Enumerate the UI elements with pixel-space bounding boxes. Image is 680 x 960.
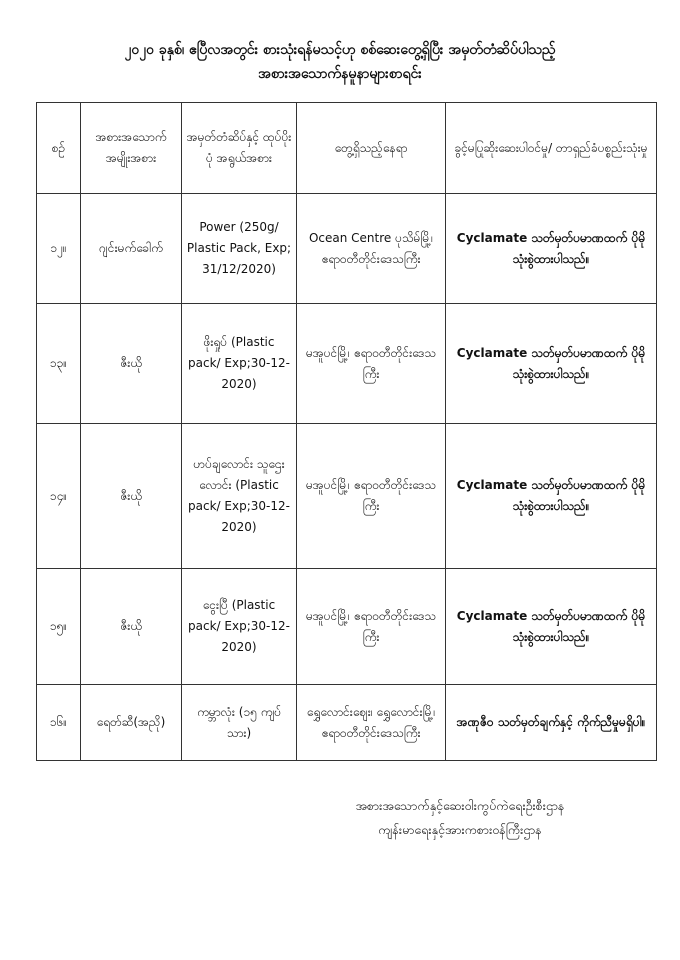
cell-number: ၁၅။ — [37, 569, 81, 685]
title-line-2: အစားအသောက်နမူနာများစာရင်း — [258, 66, 422, 82]
cell-brand-package: ဟပ်ချလောင်း သူဌေးလောင်း (Plastic pack/ Exp;30-12-2020) — [182, 424, 297, 569]
cell-location: Ocean Centre ပုသိမ်မြို့၊ ဧရာဝတီတိုင်းဒေသကြီး — [297, 194, 446, 304]
cell-number: ၁၆။ — [37, 685, 81, 761]
header-number: စဉ် — [37, 103, 81, 194]
cell-brand-package: ငွေးပြီ (Plastic pack/ Exp;30-12-2020) — [182, 569, 297, 685]
cell-food-type: ဇီးယို — [81, 569, 182, 685]
cell-brand-package: ဖိုးရှုပ် (Plastic pack/ Exp;30-12-2020) — [182, 304, 297, 424]
table-row — [37, 569, 657, 685]
cell-number: ၁၂။ — [37, 194, 81, 304]
cell-remark: Cyclamate သတ်မှတ်ပမာဏထက် ပိုမိုသုံးစွဲထားပါသည်။ — [446, 424, 657, 569]
cell-location: မအူပင်မြို့၊ ဧရာဝတီတိုင်းဒေသကြီး — [297, 304, 446, 424]
cell-food-type: ဂျင်းမက်ခေါက် — [81, 194, 182, 304]
cell-food-type: ဇီးယို — [81, 424, 182, 569]
cell-remark: Cyclamate သတ်မှတ်ပမာဏထက် ပိုမိုသုံးစွဲထားပါသည်။ — [446, 304, 657, 424]
title-line-1: ၂၀၂၀ ခုနှစ်၊ ဧပြီလအတွင်း စားသုံးရန်မသင့်ဟု စစ်ဆေးတွေ့ရှိပြီး အမှတ်တံဆိပ်ပါသည့် — [124, 42, 556, 58]
issuing-department — [300, 794, 620, 842]
cell-number: ၁၃။ — [37, 304, 81, 424]
ministry-health: ကျန်းမာရေးနှင့်အားကစားဝန်ကြီးဌာန — [378, 822, 542, 837]
cell-remark: Cyclamate သတ်မှတ်ပမာဏထက် ပိုမိုသုံးစွဲထားပါသည်။ — [446, 194, 657, 304]
cell-location: ရွှေလောင်းဈေး၊ ရွှေလောင်းမြို့၊ ဧရာဝတီတိုင်းဒေသကြီး — [297, 685, 446, 761]
cell-brand-package: ကမ္ဘာလုံး (၁၅ ကျပ်သား) — [182, 685, 297, 761]
cell-remark: အဏုဇီဝ သတ်မှတ်ချက်နှင့် ကိုက်ညီမှုမရှိပါ။ — [446, 685, 657, 761]
header-brand-package: အမှတ်တံဆိပ်နှင့် ထုပ်ပိုးပုံ အရွယ်အစား — [182, 103, 297, 194]
cell-food-type: ဇီးယို — [81, 304, 182, 424]
cell-remark: Cyclamate သတ်မှတ်ပမာဏထက် ပိုမိုသုံးစွဲထားပါသည်။ — [446, 569, 657, 685]
food-samples-table — [36, 102, 657, 761]
table-row — [37, 424, 657, 569]
table-row — [37, 304, 657, 424]
cell-location: မအူပင်မြို့၊ ဧရာဝတီတိုင်းဒေသကြီး — [297, 424, 446, 569]
cell-food-type: ရေတ်ဆီ(အညို) — [81, 685, 182, 761]
table-header-row — [37, 103, 657, 194]
header-location: တွေ့ရှိသည့်နေရာ — [297, 103, 446, 194]
table-row — [37, 685, 657, 761]
cell-brand-package: Power (250g/ Plastic Pack, Exp; 31/12/2020) — [182, 194, 297, 304]
document-title — [40, 38, 640, 86]
table-row — [37, 194, 657, 304]
cell-number: ၁၄။ — [37, 424, 81, 569]
header-food-type: အစားအသောက် အမျိုးအစား — [81, 103, 182, 194]
department-fda: အစားအသောက်နှင့်ဆေးဝါးကွပ်ကဲရေးဦးစီးဌာန — [355, 798, 565, 813]
cell-location: မအူပင်မြို့၊ ဧရာဝတီတိုင်းဒေသကြီး — [297, 569, 446, 685]
header-remark: ခွင့်မပြုဆိုးဆေးပါဝင်မှု/ တာရှည်ခံပစ္စည်းသုံးမှု — [446, 103, 657, 194]
